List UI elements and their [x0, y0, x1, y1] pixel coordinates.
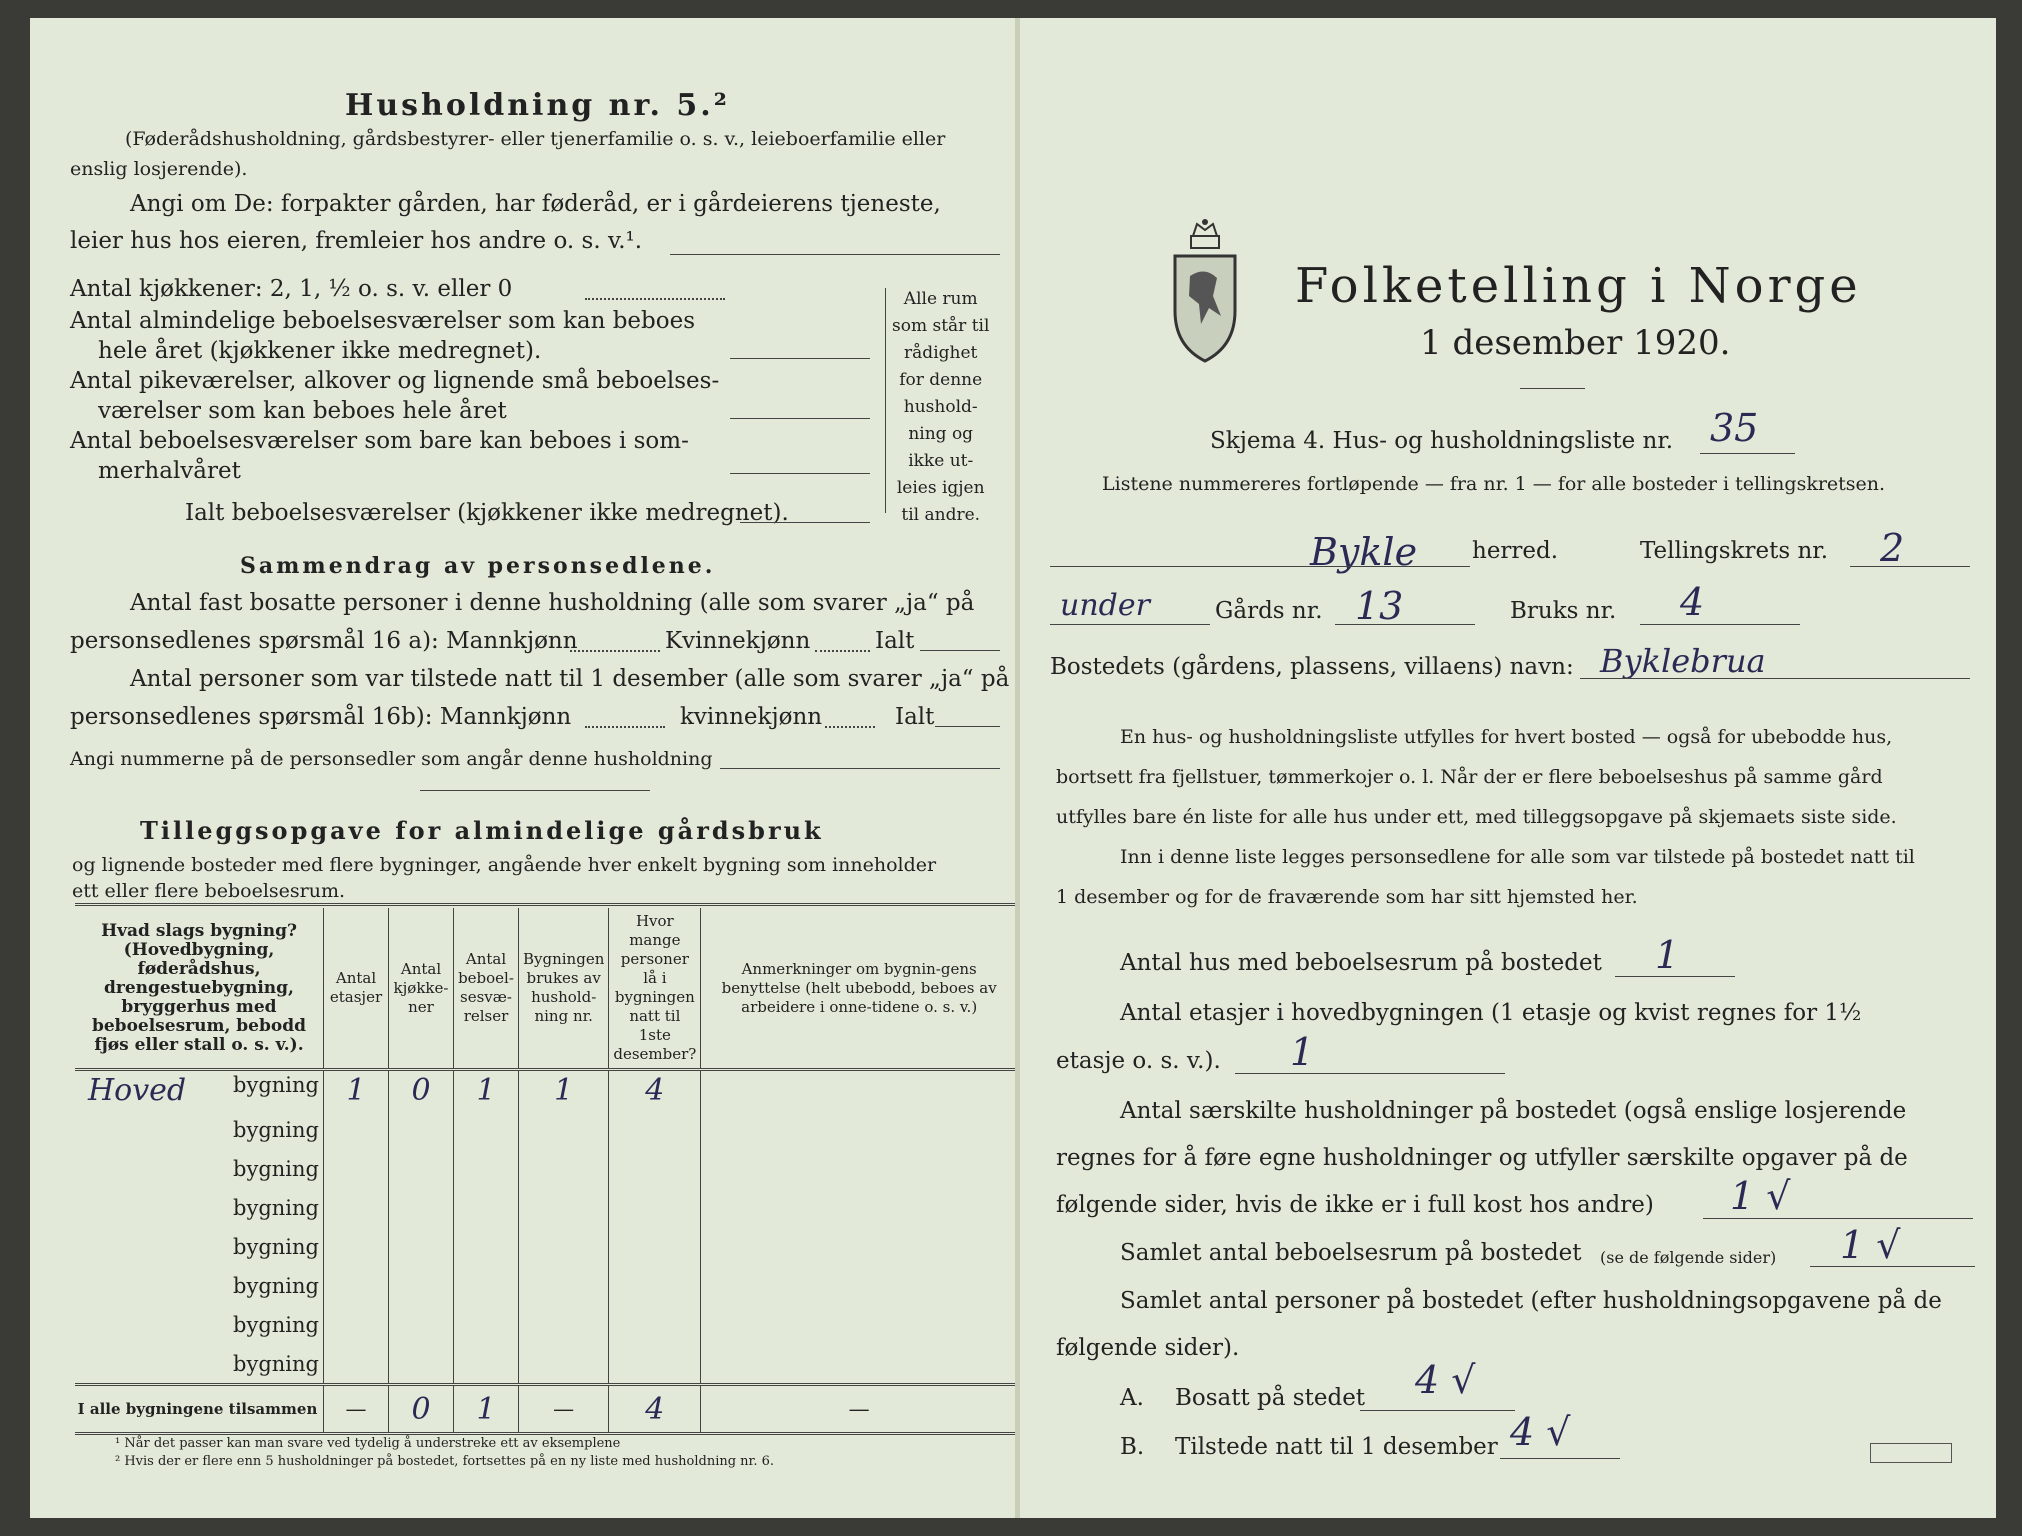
tillegg-line-2: ett eller flere beboelsesrum.	[72, 880, 346, 902]
empty-cell	[519, 1344, 609, 1385]
section-divider	[420, 790, 650, 791]
table-total-row	[75, 1385, 1017, 1434]
tilst-mann-label: personsedlenes spørsmål 16b): Mannkjønn	[70, 704, 572, 730]
empty-cell	[609, 1110, 701, 1149]
right-page	[1020, 18, 1996, 1518]
bosatt-value: 4 √	[1415, 1358, 1476, 1402]
table-row	[75, 1305, 1017, 1344]
empty-cell	[454, 1149, 519, 1188]
etasjer-value: 1	[1290, 1030, 1315, 1074]
row-label: bygning	[233, 1073, 319, 1097]
bosatt-line	[1360, 1410, 1515, 1411]
empty-cell	[324, 1110, 389, 1149]
herred-value: Bykle	[1310, 530, 1418, 574]
header-vaerelser: Antal beboel-sesvæ-relser	[454, 908, 519, 1070]
empty-cell	[454, 1305, 519, 1344]
header-anmerkninger: Anmerkninger om bygnin-gens benyttelse (helt ubebodd, beboes av arbeidere i onne-tidene o. s. v.)	[701, 908, 1017, 1070]
building-type-cell: bygning	[233, 1195, 319, 1220]
coat-of-arms-icon	[1165, 216, 1245, 366]
tillegg-line-1: og lignende bosteder med flere bygninger, angående hver enkelt bygning som inneholder	[72, 854, 937, 876]
hus-label: Antal hus med beboelsesrum på bostedet	[1120, 950, 1602, 976]
kjokken-label: Antal kjøkkener: 2, 1, ½ o. s. v. eller 0	[70, 276, 513, 302]
etasjer-cell: 1	[324, 1070, 389, 1111]
pike-answer-line	[730, 418, 870, 419]
empty-cell	[519, 1305, 609, 1344]
building-table	[75, 908, 1017, 1435]
tilst-line-1: Antal personer som var tilstede natt til 1 desember (alle som svarer „ja“ på	[130, 666, 1010, 692]
table-row	[75, 1110, 1017, 1149]
gard-prefix: under	[1060, 588, 1150, 623]
bosted-label: Bostedets (gårdens, plassens, villaens) navn:	[1050, 654, 1574, 680]
empty-cell	[324, 1305, 389, 1344]
side-note-line: for denne	[899, 370, 983, 390]
sarskilte-line	[1703, 1218, 1973, 1219]
tilstede-letter: B.	[1120, 1434, 1145, 1460]
bosted-line	[1580, 678, 1970, 679]
tilstede-value: 4 √	[1510, 1410, 1571, 1454]
nummer-line	[720, 768, 1000, 769]
listene-note: Listene nummereres fortløpende — fra nr. 1 — for alle bosteder i tellingskretsen.	[1102, 473, 1886, 495]
sommer-label-1: Antal beboelsesværelser som bare kan beboes i som-	[70, 428, 689, 454]
brace-line	[885, 288, 886, 513]
angi-answer-line	[670, 254, 1000, 255]
fast-ialt-label: Ialt	[875, 628, 915, 654]
alm-label-1: Antal almindelige beboelsesværelser som kan beboes	[70, 308, 696, 334]
anm-cell	[701, 1070, 1017, 1111]
table-row	[75, 1344, 1017, 1385]
empty-cell	[454, 1344, 519, 1385]
skjema-number-line	[1700, 453, 1795, 454]
table-row	[75, 1227, 1017, 1266]
empty-cell	[324, 1227, 389, 1266]
tilstede-line	[1500, 1458, 1620, 1459]
empty-cell	[454, 1266, 519, 1305]
empty-cell	[609, 1149, 701, 1188]
table-row	[75, 1188, 1017, 1227]
bruk-value: 4	[1680, 580, 1705, 624]
bruk-line	[1640, 624, 1800, 625]
tillegg-heading: Tilleggsopgave for almindelige gårdsbruk	[140, 816, 824, 845]
footnote-2: ² Hvis der er flere enn 5 husholdninger på bostedet, fortsettes på en ny liste med husholdning nr. 6.	[115, 1454, 775, 1469]
personer-line-1: Samlet antal personer på bostedet (efter husholdningsopgavene på de	[1120, 1288, 1942, 1314]
empty-cell	[324, 1149, 389, 1188]
fast-mann-line	[570, 650, 660, 652]
empty-cell	[519, 1227, 609, 1266]
census-date: 1 desember 1920.	[1420, 323, 1731, 363]
bosatt-label: Bosatt på stedet	[1175, 1385, 1366, 1411]
tilst-kvinne-line	[825, 726, 875, 728]
etasjer-line-2: etasje o. s. v.).	[1056, 1048, 1221, 1074]
fast-kvinne-line	[815, 650, 870, 652]
husholdning-cell: 1	[519, 1070, 609, 1111]
ialt-label: Ialt beboelsesværelser (kjøkkener ikke medregnet).	[185, 500, 789, 526]
total-etasjer: —	[324, 1385, 389, 1434]
empty-cell	[389, 1266, 454, 1305]
side-note-line: ikke ut-	[908, 451, 974, 471]
pike-label-2: værelser som kan beboes hele året	[98, 398, 507, 424]
total-husholdning: —	[519, 1385, 609, 1434]
tilst-mann-line	[585, 726, 665, 728]
empty-cell	[454, 1188, 519, 1227]
table-header-row	[75, 908, 1017, 1070]
sarskilte-line-1: Antal særskilte husholdninger på bostedet (også enslige losjerende	[1120, 1098, 1907, 1124]
krets-line	[1850, 566, 1970, 567]
empty-cell	[701, 1305, 1017, 1344]
gard-value: 13	[1355, 584, 1404, 628]
left-page	[30, 18, 1015, 1518]
building-type-cell: bygning	[233, 1156, 319, 1181]
etasjer-value-line	[1235, 1073, 1505, 1074]
personer-cell: 4	[609, 1070, 701, 1111]
header-kjokkener: Antal kjøkke-ner	[389, 908, 454, 1070]
empty-cell	[324, 1344, 389, 1385]
skjema-number: 35	[1710, 406, 1759, 450]
bosatt-letter: A.	[1120, 1385, 1144, 1411]
fast-ialt-line	[920, 650, 1000, 651]
bosted-value: Byklebrua	[1600, 642, 1766, 680]
side-note-line: leies igjen	[896, 478, 985, 498]
empty-cell	[701, 1110, 1017, 1149]
table-row	[75, 1149, 1017, 1188]
herred-label: herred.	[1472, 538, 1559, 564]
title-divider	[1520, 388, 1585, 389]
empty-cell	[701, 1344, 1017, 1385]
building-table-wrapper	[75, 903, 1017, 906]
hus-value: 1	[1655, 933, 1680, 977]
empty-cell	[519, 1266, 609, 1305]
tilst-ialt-line	[935, 726, 1000, 727]
side-note-line: hushold-	[903, 397, 978, 417]
empty-cell	[609, 1266, 701, 1305]
etasjer-line-1: Antal etasjer i hovedbygningen (1 etasje og kvist regnes for 1½	[1120, 1000, 1862, 1026]
side-note-line: ning og	[908, 424, 974, 444]
empty-cell	[519, 1110, 609, 1149]
info-line-1: En hus- og husholdningsliste utfylles for hvert bosted — også for ubebodde hus,	[1120, 726, 1893, 748]
total-personer: 4	[609, 1385, 701, 1434]
building-type-cell: bygning	[233, 1351, 319, 1376]
footnote-1: ¹ Når det passer kan man svare ved tydelig å understreke ett av eksemplene	[115, 1436, 621, 1451]
empty-cell	[609, 1227, 701, 1266]
empty-cell	[389, 1344, 454, 1385]
alm-label-2: hele året (kjøkkener ikke medregnet).	[98, 338, 542, 364]
kjokken-cell: 0	[389, 1070, 454, 1111]
side-note	[892, 286, 989, 529]
empty-cell	[519, 1188, 609, 1227]
alm-answer-line	[730, 358, 870, 359]
samlet-rum-small: (se de følgende sider)	[1600, 1248, 1777, 1267]
gard-line	[1335, 624, 1475, 625]
samlet-rum-line	[1810, 1266, 1975, 1267]
sommer-answer-line	[730, 473, 870, 474]
sommer-label-2: merhalvåret	[98, 458, 241, 484]
empty-cell	[389, 1188, 454, 1227]
empty-cell	[389, 1227, 454, 1266]
hus-line	[1615, 976, 1735, 977]
building-type-cell: bygning	[233, 1312, 319, 1337]
fast-kvinne-label: Kvinnekjønn	[665, 628, 811, 654]
household-title: Husholdning nr. 5.²	[345, 88, 730, 123]
fast-mann-label: personsedlenes spørsmål 16 a): Mannkjønn	[70, 628, 578, 654]
krets-label: Tellingskrets nr.	[1640, 538, 1829, 564]
household-intro-2: enslig losjerende).	[70, 158, 248, 180]
table-row	[75, 1266, 1017, 1305]
building-type-cell: bygning	[233, 1234, 319, 1259]
empty-cell	[701, 1227, 1017, 1266]
table-row	[75, 1070, 1017, 1111]
empty-cell	[609, 1188, 701, 1227]
side-note-line: Alle rum	[903, 289, 978, 309]
pike-label-1: Antal pikeværelser, alkover og lignende små beboelses-	[70, 368, 720, 394]
census-title: Folketelling i Norge	[1295, 258, 1862, 314]
info-line-2: bortsett fra fjellstuer, tømmerkojer o. l. Når der er flere beboelseshus på samme gård	[1056, 766, 1883, 788]
krets-value: 2	[1880, 526, 1905, 570]
empty-cell	[324, 1188, 389, 1227]
side-note-line: til andre.	[901, 505, 981, 525]
angi-line-2: leier hus hos eieren, fremleier hos andre o. s. v.¹.	[70, 228, 643, 254]
total-vaerelser: 1	[454, 1385, 519, 1434]
tilstede-label: Tilstede natt til 1 desember	[1175, 1434, 1498, 1460]
empty-cell	[454, 1110, 519, 1149]
gard-label: Gårds nr.	[1215, 598, 1323, 624]
building-type-cell	[75, 1070, 324, 1111]
empty-cell	[389, 1149, 454, 1188]
herred-line	[1050, 566, 1470, 567]
personer-line-2: følgende sider).	[1056, 1335, 1240, 1361]
empty-cell	[701, 1149, 1017, 1188]
gard-prefix-line	[1050, 624, 1210, 625]
info-line-3: utfylles bare én liste for alle hus under ett, med tilleggsopgave på skjemaets siste side.	[1056, 806, 1897, 828]
empty-cell	[324, 1266, 389, 1305]
sarskilte-value: 1 √	[1730, 1174, 1791, 1218]
empty-cell	[519, 1149, 609, 1188]
header-etasjer: Antal etasjer	[324, 908, 389, 1070]
empty-cell	[454, 1227, 519, 1266]
sammendrag-heading: Sammendrag av personsedlene.	[240, 553, 716, 579]
empty-cell	[701, 1266, 1017, 1305]
empty-cell	[701, 1188, 1017, 1227]
household-intro-1: (Føderådshusholdning, gårdsbestyrer- eller tjenerfamilie o. s. v., leieboerfamilie eller	[125, 128, 946, 150]
header-building-type	[75, 908, 324, 1070]
side-note-line: som står til	[892, 316, 990, 336]
samlet-rum-value: 1 √	[1840, 1223, 1901, 1267]
vaerelser-cell: 1	[454, 1070, 519, 1111]
nummer-label: Angi nummerne på de personsedler som angår denne husholdning	[70, 748, 713, 770]
tilst-kvinne-label: kvinnekjønn	[680, 704, 823, 730]
building-type-cell: bygning	[233, 1273, 319, 1298]
empty-cell	[609, 1344, 701, 1385]
skjema-label: Skjema 4. Hus- og husholdningsliste nr.	[1210, 428, 1674, 454]
side-note-line: rådighet	[904, 343, 978, 363]
sarskilte-line-2: regnes for å føre egne husholdninger og utfyller særskilte opgaver på de	[1056, 1145, 1908, 1171]
total-kjokken: 0	[389, 1385, 454, 1434]
bruk-label: Bruks nr.	[1510, 598, 1617, 624]
total-anm: —	[701, 1385, 1017, 1434]
printer-stamp	[1870, 1443, 1952, 1463]
building-name-handwritten: Hoved	[88, 1073, 187, 1108]
ialt-answer-line	[740, 522, 870, 523]
samlet-rum-label: Samlet antal beboelsesrum på bostedet	[1120, 1240, 1582, 1266]
header-husholdning: Bygningen brukes av hushold-ning nr.	[519, 908, 609, 1070]
empty-cell	[389, 1305, 454, 1344]
header-building-type-text: Hvad slags bygning? (Hovedbygning, føderådshus, drengestuebygning, bryggerhus med beboelsesrum, bebodd fjøs eller stall o. s. v.).	[91, 920, 306, 1055]
fast-line-1: Antal fast bosatte personer i denne husholdning (alle som svarer „ja“ på	[130, 590, 975, 616]
sarskilte-line-3: følgende sider, hvis de ikke er i full kost hos andre)	[1056, 1192, 1654, 1218]
total-label: I alle bygningene tilsammen	[77, 1400, 318, 1418]
angi-line-1: Angi om De: forpakter gården, har føderåd, er i gårdeierens tjeneste,	[130, 191, 941, 217]
tilst-ialt-label: Ialt	[895, 704, 935, 730]
header-personer: Hvor mange personer lå i bygningen natt til 1ste desember?	[609, 908, 701, 1070]
info-line-4: Inn i denne liste legges personsedlene for alle som var tilstede på bostedet natt til	[1120, 846, 1915, 868]
info-line-5: 1 desember og for de fraværende som har sitt hjemsted her.	[1056, 886, 1638, 908]
empty-cell	[609, 1305, 701, 1344]
building-type-cell: bygning	[233, 1117, 319, 1142]
kjokken-dots	[585, 298, 725, 300]
empty-cell	[389, 1110, 454, 1149]
